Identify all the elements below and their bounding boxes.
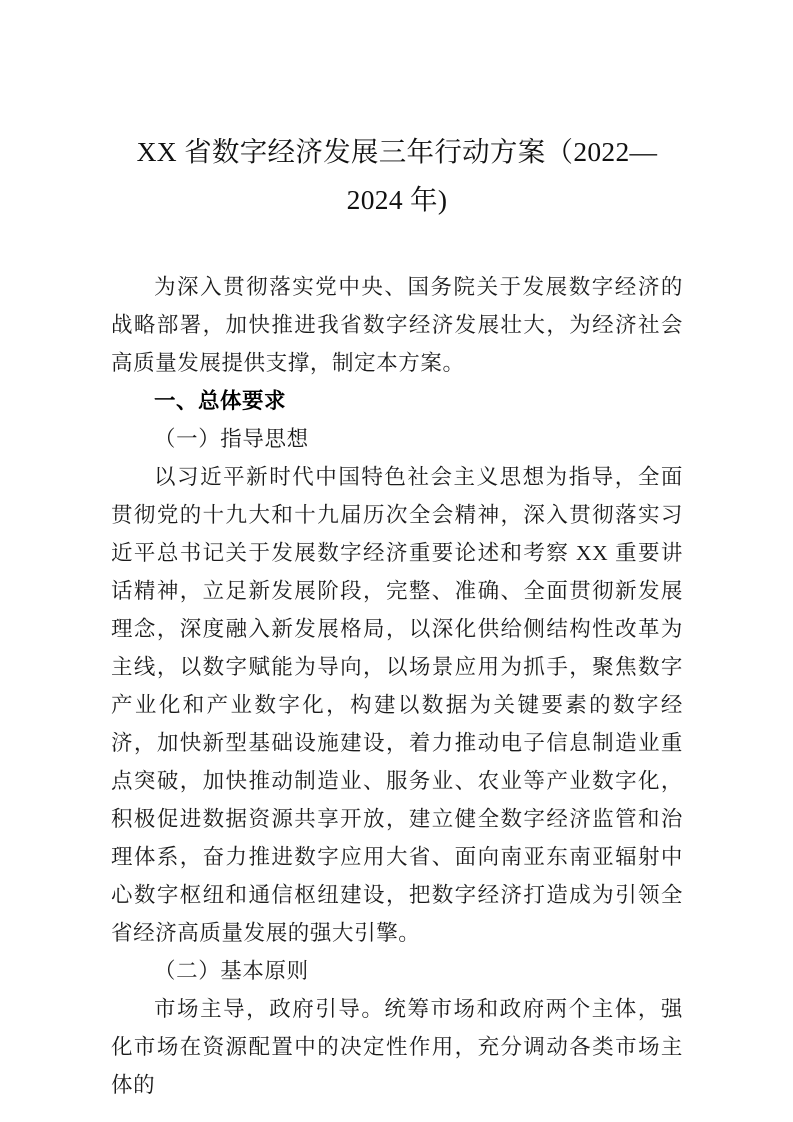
section-heading-1: 一、总体要求 <box>154 389 287 413</box>
page-title <box>111 128 683 224</box>
preamble-paragraph: 为深入贯彻落实党中央、国务院关于发展数字经济的战略部署，加快推进我省数字经济发展壮大，为经济社会高质量发展提供支撑，制定本方案。 <box>111 275 683 375</box>
subheading-1-2: （二）基本原则 <box>154 959 309 983</box>
basic-principles-paragraph: 市场主导，政府引导。统筹市场和政府两个主体，强化市场在资源配置中的决定性作用，充分调动各类市场主体的 <box>111 997 683 1097</box>
document-body <box>111 268 683 1104</box>
page-title-line-2: 2024 年) <box>346 184 448 215</box>
page-title-line-1: XX 省数字经济发展三年行动方案（2022— <box>136 136 658 167</box>
guiding-ideology-paragraph: 以习近平新时代中国特色社会主义思想为指导，全面贯彻党的十九大和十九届历次全会精神，深入贯彻落实习近平总书记关于发展数字经济重要论述和考察 XX 重要讲话精神，立足新发展阶段，完整、准确、全面贯彻新发展理念，深度融入新发展格局，以深化供给侧结构性改革为主线，以数字赋能为导向，以场景应用为抓手，聚焦数字产业化和产业数字化，构建以数据为关键要素的数字经济，加快新型基础设施建设，着力推动电子信息制造业重点突破，加快推动制造业、服务业、农业等产业数字化，积极促进数据资源共享开放，建立健全数字经济监管和治理体系，奋力推进数字应用大省、面向南亚东南亚辐射中心数字枢纽和通信枢纽建设，把数字经济打造成为引领全省经济高质量发展的强大引擎。 <box>111 465 683 945</box>
subheading-1-1: （一）指导思想 <box>154 427 309 451</box>
